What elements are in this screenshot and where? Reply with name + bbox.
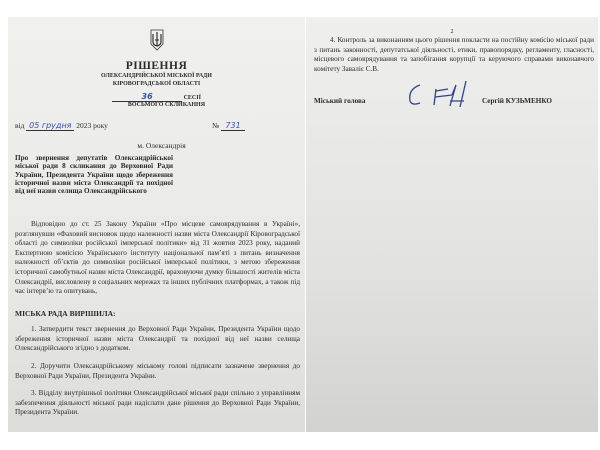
- preamble: Відповідно до ст. 25 Закону України «Про місцеве самоврядування в Україні», розглянувши «Фаховий висновок щодо належності назви міста Олександрії Кіровоградської області до символіки російської імперської політики» від 31 жовтня 2023 року, наданий Експертною комісією Українського інституту національної пам’яті з питань визначення належності об’єктів до символіки російської імперської політики, з метою збереження історичної самобутньої назви міста Олександрії, враховуючи думку більшості жителів міста Олександрії, висловлену в соціальних мережах та інших публічних платформах, а також під час інтерв’ю та опитувань,: [15, 220, 300, 296]
- date-handwritten: 05 грудня: [26, 121, 74, 131]
- decision-number: [212, 121, 245, 131]
- date-line: [15, 121, 108, 131]
- number-label: №: [212, 121, 220, 130]
- date-suffix: 2023 року: [76, 121, 108, 130]
- council-name: ОЛЕКСАНДРІЙСЬКОЇ МІСЬКОЇ РАДИ: [101, 73, 212, 79]
- signature-icon: [406, 79, 491, 109]
- document-title: РІШЕННЯ: [125, 60, 188, 72]
- session-line: [8, 92, 305, 102]
- decision-page-1: [8, 17, 305, 432]
- signer-title: Міський голова: [314, 97, 366, 105]
- item-4: 4. Контроль за виконанням цього рішення покласти на постійну комісію міської ради з питань законності, депутатської діяльності, етики, правопорядку, регламенту, гласності, місцевого самоврядування та запобігання корупції та керуючого справами виконавчого комітету Заваліє С.В.: [314, 36, 594, 73]
- number-handwritten: 731: [221, 121, 245, 131]
- trident-emblem-icon: [150, 29, 164, 51]
- subject: Про звернення депутатів Олександрійської міської ради 8 скликання до Верховної Ради України, Президента України щодо збереження історичної назви міста Олександрії та похідної від неї назви селища Олександрійського: [15, 154, 173, 196]
- region-name: КІРОВОГРАДСЬКОЇ ОБЛАСТІ: [112, 81, 201, 87]
- session-number: 36: [112, 92, 182, 102]
- item-1: 1. Затвердити текст звернення до Верховної Ради України, Президента України щодо збереження історичної назви міста Олександрії та похідної від неї назви селища Олександрійського згідно з додатком.: [15, 325, 300, 353]
- resolved-heading: МІСЬКА РАДА ВИРІШИЛА:: [15, 309, 116, 318]
- item-3: 3. Відділу внутрішньої політики Олександрійської міської ради спільно з управлінням забезпечення діяльності міської ради надіслати дане рішення до Верховної Ради України, Президента України.: [15, 389, 300, 417]
- item-2: 2. Доручити Олександрійському міському голові підписати зазначене звернення до Верховної Ради України, Президента України.: [15, 362, 300, 380]
- convocation: ВОСЬМОГО СКЛИКАННЯ: [127, 102, 206, 108]
- session-label: СЕСІЇ: [183, 95, 201, 101]
- page-number: 2: [450, 29, 454, 35]
- city: м. Олександрія: [137, 141, 186, 150]
- decision-page-2: [306, 17, 598, 432]
- date-prefix: від: [15, 121, 25, 130]
- signer-name: Сергій КУЗЬМЕНКО: [482, 97, 552, 105]
